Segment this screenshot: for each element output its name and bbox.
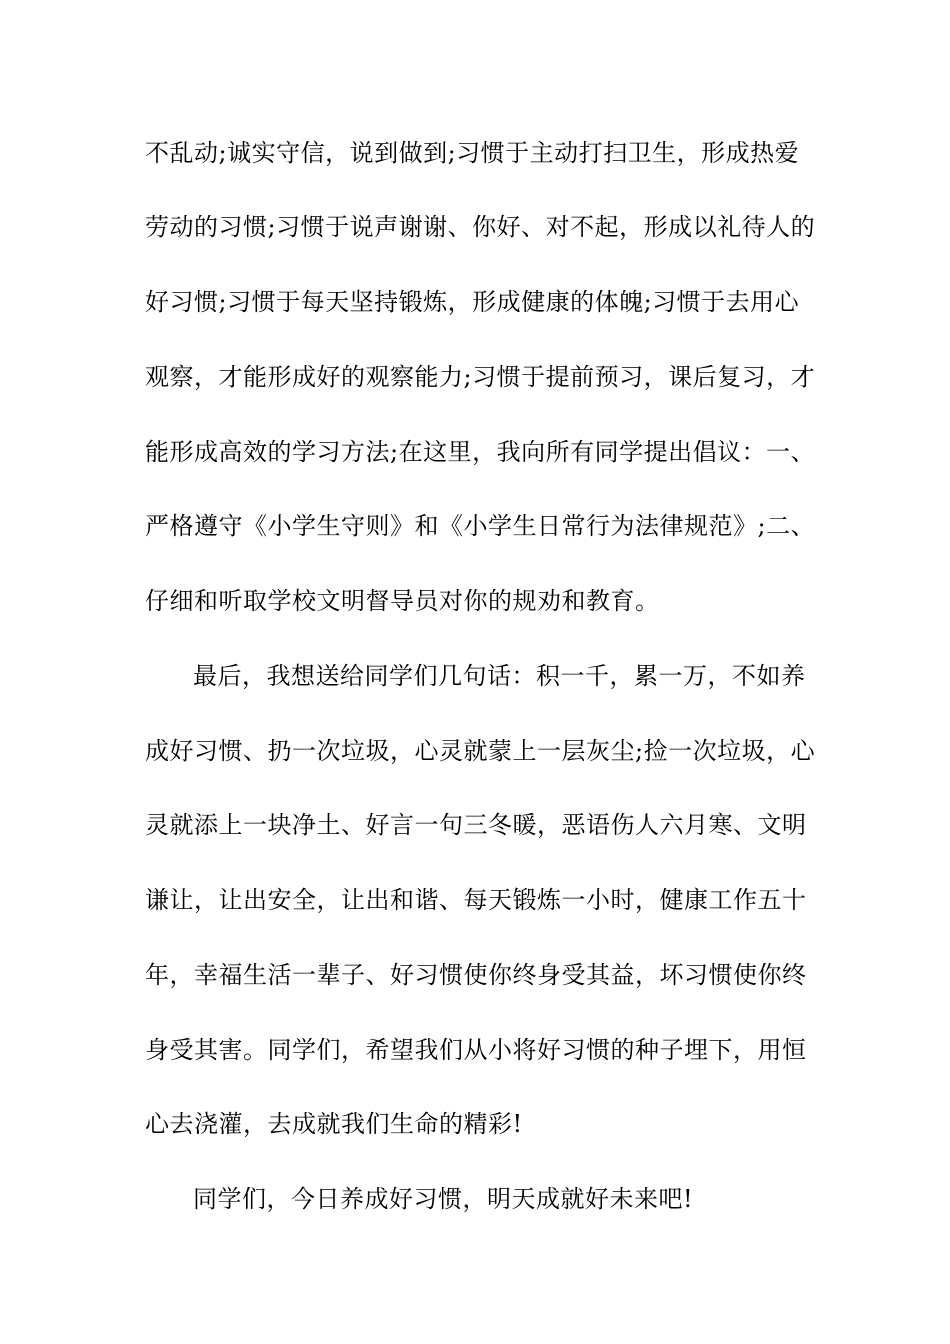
text-line: 劳动的习惯;习惯于说声谢谢、你好、对不起，形成以礼待人的 [145,213,816,241]
text-line: 仔细和听取学校文明督导员对你的规劝和教育。 [145,587,660,615]
text-line: 成好习惯、扔一次垃圾，心灵就蒙上一层灰尘;捡一次垃圾，心 [145,737,816,765]
paragraph-first-line: 最后，我想送给同学们几句话：积一千，累一万，不如养 [193,662,806,690]
text-line: 身受其害。同学们，希望我们从小将好习惯的种子埋下，用恒 [145,1036,807,1064]
text-line: 能形成高效的学习方法;在这里，我向所有同学提出倡议：一、 [145,438,816,466]
text-line: 心去浇灌，去成就我们生命的精彩! [145,1110,523,1138]
text-line: 严格遵守《小学生守则》和《小学生日常行为法律规范》;二、 [145,512,816,540]
text-line: 不乱动;诚实守信，说到做到;习惯于主动打扫卫生，形成热爱 [145,139,800,167]
text-line: 观察，才能形成好的观察能力;习惯于提前预习，课后复习，才 [145,363,816,391]
paragraph-first-line: 同学们，今日养成好习惯，明天成就好未来吧! [193,1185,694,1213]
text-line: 好习惯;习惯于每天坚持锻炼，形成健康的体魄;习惯于去用心 [145,288,800,316]
text-line: 谦让，让出安全，让出和谐、每天锻炼一小时，健康工作五十 [145,886,807,914]
text-line: 年，幸福生活一辈子、好习惯使你终身受其益，坏习惯使你终 [145,961,807,989]
text-line: 灵就添上一块净土、好言一句三冬暖，恶语伤人六月寒、文明 [145,811,807,839]
